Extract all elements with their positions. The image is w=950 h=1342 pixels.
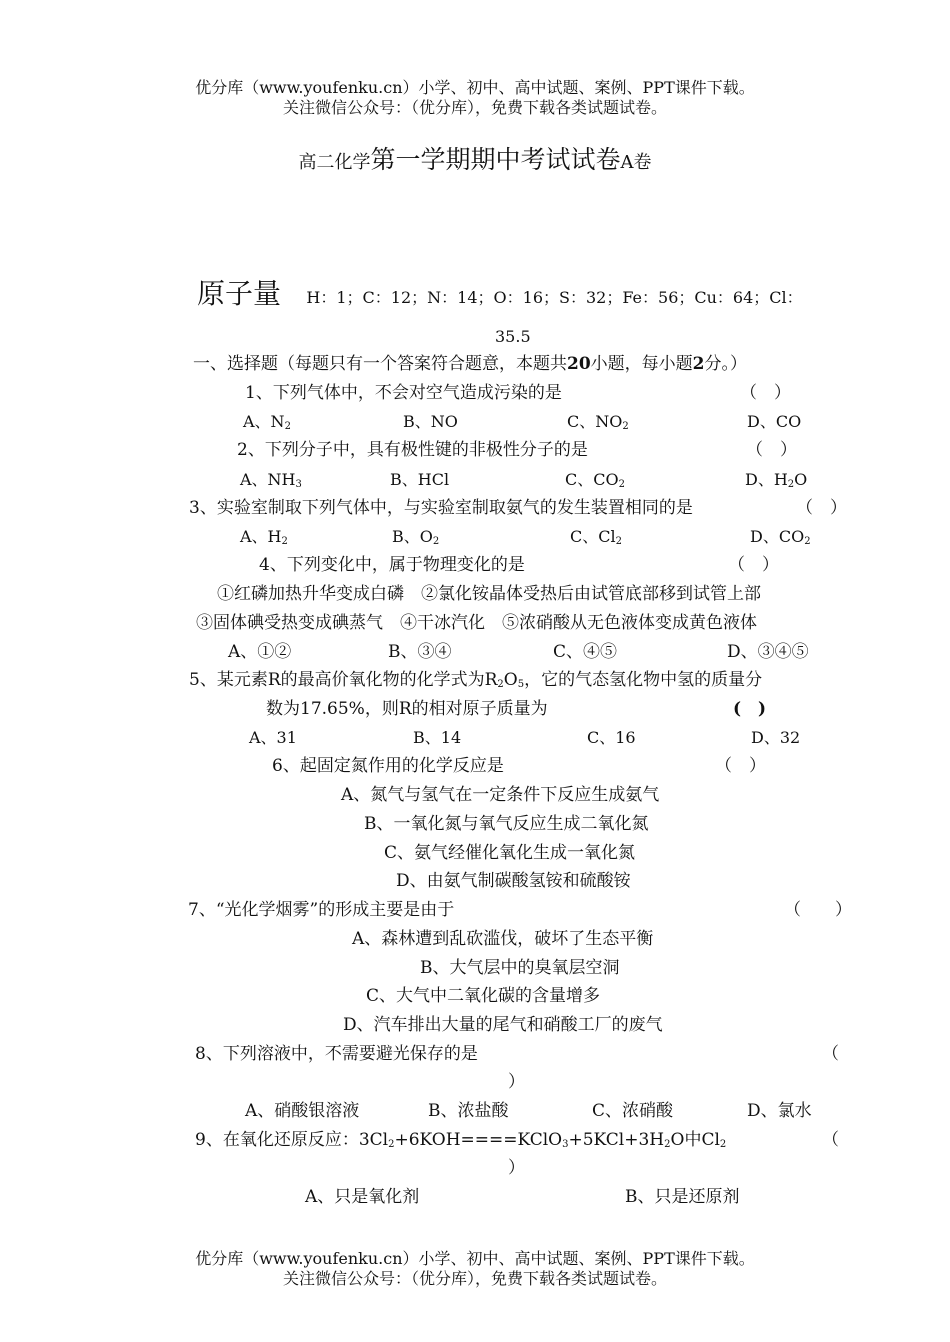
q2-option-d: D、$H_2O$	[745, 470, 808, 490]
atomic-mass-line	[197, 276, 803, 316]
q4-option-c: C、④⑤	[553, 642, 618, 662]
q1-option-a: A、$N_2$	[243, 412, 291, 432]
q5-option-a: A、31	[249, 728, 297, 747]
q5-option-d: D、32	[751, 728, 801, 747]
q8-option-b: B、浓盐酸	[428, 1101, 509, 1121]
q9-option-a: A、只是氧化剂	[305, 1187, 420, 1207]
q2-option-c: C、$CO_2$	[565, 470, 625, 490]
question-2-bracket: （ ）	[746, 440, 797, 460]
q1-option-b: B、NO	[403, 412, 458, 431]
question-1-stem: 1、下列气体中，不会对空气造成污染的是	[245, 383, 562, 403]
question-8-bracket-close: ）	[508, 1072, 525, 1092]
question-5-stem-cont: 数为17.65%，则R的相对原子质量为	[266, 699, 548, 719]
question-8-stem: 8、下列溶液中，不需要避光保存的是	[195, 1044, 478, 1064]
q4-option-d: D、③④⑤	[727, 642, 809, 662]
question-5-stem: 5、某元素R的最高价氧化物的化学式为$R_2O_5$，它的气态氢化物中氢的质量分	[189, 670, 763, 690]
q2-option-a: A、$NH_3$	[240, 470, 302, 490]
question-8-bracket-open: （	[822, 1044, 839, 1064]
q3-option-d: D、$CO_2$	[750, 527, 811, 547]
q7-option-d: D、汽车排出大量的尾气和硝酸工厂的废气	[343, 1015, 663, 1035]
question-2-stem: 2、下列分子中，具有极性键的非极性分子的是	[237, 440, 588, 460]
section-heading-post: 分。）	[704, 354, 748, 374]
q3-option-c: C、$Cl_2$	[570, 527, 622, 547]
title-prefix: 高二化学	[298, 152, 371, 173]
q8-option-d: D、氯水	[747, 1101, 812, 1121]
title-main: 第一学期期中考试试卷	[370, 145, 621, 174]
atomic-mass-values: H：1；C：12；N：14；O：16；S：32；Fe：56；Cu：64；Cl：	[306, 288, 803, 307]
footer-line-2: 关注微信公众号：（优分库），免费下载各类试题试卷。	[282, 1269, 667, 1288]
section-heading-pre: 一、选择题（每题只有一个答案符合题意，本题共	[193, 354, 567, 374]
q4-statement-1: ①红磷加热升华变成白磷 ②氯化铵晶体受热后由试管底部移到试管上部	[217, 584, 761, 604]
q8-option-c: C、浓硝酸	[592, 1101, 674, 1121]
q1-option-d: D、CO	[747, 412, 802, 431]
q3-option-b: B、$O_2$	[392, 527, 440, 547]
question-4-bracket: （ ）	[728, 555, 779, 575]
q5-option-b: B、14	[413, 728, 462, 747]
question-6-stem: 6、起固定氮作用的化学反应是	[272, 756, 504, 776]
footer-line-1: 优分库（www.youfenku.cn）小学、初中、高中试题、案例、PPT课件下载。	[195, 1249, 755, 1268]
question-3-bracket: （ ）	[796, 498, 847, 518]
q3-option-a: A、$H_2$	[240, 527, 288, 547]
q1-option-c: C、$NO_2$	[567, 412, 629, 432]
question-9-stem: 9、在氧化还原反应：$3Cl_2+6KOH====KClO_3+5KCl+3H_2O$中$Cl_2$	[195, 1130, 727, 1150]
atomic-mass-label: 原子量	[197, 277, 282, 310]
question-6-bracket: （ ）	[715, 756, 766, 776]
q4-option-b: B、③④	[388, 642, 452, 662]
q7-option-c: C、大气中二氧化碳的含量增多	[366, 986, 601, 1006]
question-9-bracket-close: ）	[508, 1158, 525, 1178]
atomic-mass-continued: 35.5	[495, 327, 531, 346]
q2-option-b: B、HCl	[390, 470, 450, 489]
question-1-bracket: （ ）	[740, 383, 791, 403]
section-heading	[193, 353, 747, 375]
q6-option-c: C、氨气经催化氧化生成一氧化氮	[384, 843, 636, 863]
question-7-bracket: （ ）	[784, 900, 852, 920]
q5-option-c: C、16	[587, 728, 636, 747]
header-line-2: 关注微信公众号：（优分库），免费下载各类试题试卷。	[282, 98, 667, 117]
q9-option-b: B、只是还原剂	[625, 1187, 740, 1207]
q6-option-d: D、由氨气制碳酸氢铵和硫酸铵	[396, 871, 631, 891]
q7-option-b: B、大气层中的臭氧层空洞	[420, 958, 620, 978]
title-suffix: A卷	[620, 152, 652, 173]
question-5-bracket: ( )	[733, 699, 767, 719]
question-7-stem: 7、“光化学烟雾”的形成主要是由于	[188, 900, 455, 920]
section-question-count: 20	[567, 354, 591, 374]
q7-option-a: A、森林遭到乱砍滥伐，破坏了生态平衡	[352, 929, 654, 949]
q8-option-a: A、硝酸银溶液	[245, 1101, 360, 1121]
question-9-bracket-open: （	[822, 1130, 839, 1150]
q6-option-b: B、一氧化氮与氧气反应生成二氧化氮	[364, 814, 649, 834]
q4-statement-2: ③固体碘受热变成碘蒸气 ④干冰汽化 ⑤浓硝酸从无色液体变成黄色液体	[196, 613, 757, 633]
q6-option-a: A、氮气与氢气在一定条件下反应生成氨气	[341, 785, 660, 805]
section-heading-mid: 小题，每小题	[590, 354, 693, 374]
section-question-score: 2	[692, 354, 705, 374]
header-line-1: 优分库（www.youfenku.cn）小学、初中、高中试题、案例、PPT课件下载。	[195, 78, 755, 97]
question-4-stem: 4、下列变化中，属于物理变化的是	[259, 555, 525, 575]
q4-option-a: A、①②	[228, 642, 292, 662]
question-3-stem: 3、实验室制取下列气体中，与实验室制取氨气的发生装置相同的是	[189, 498, 693, 518]
page-title	[0, 143, 950, 180]
